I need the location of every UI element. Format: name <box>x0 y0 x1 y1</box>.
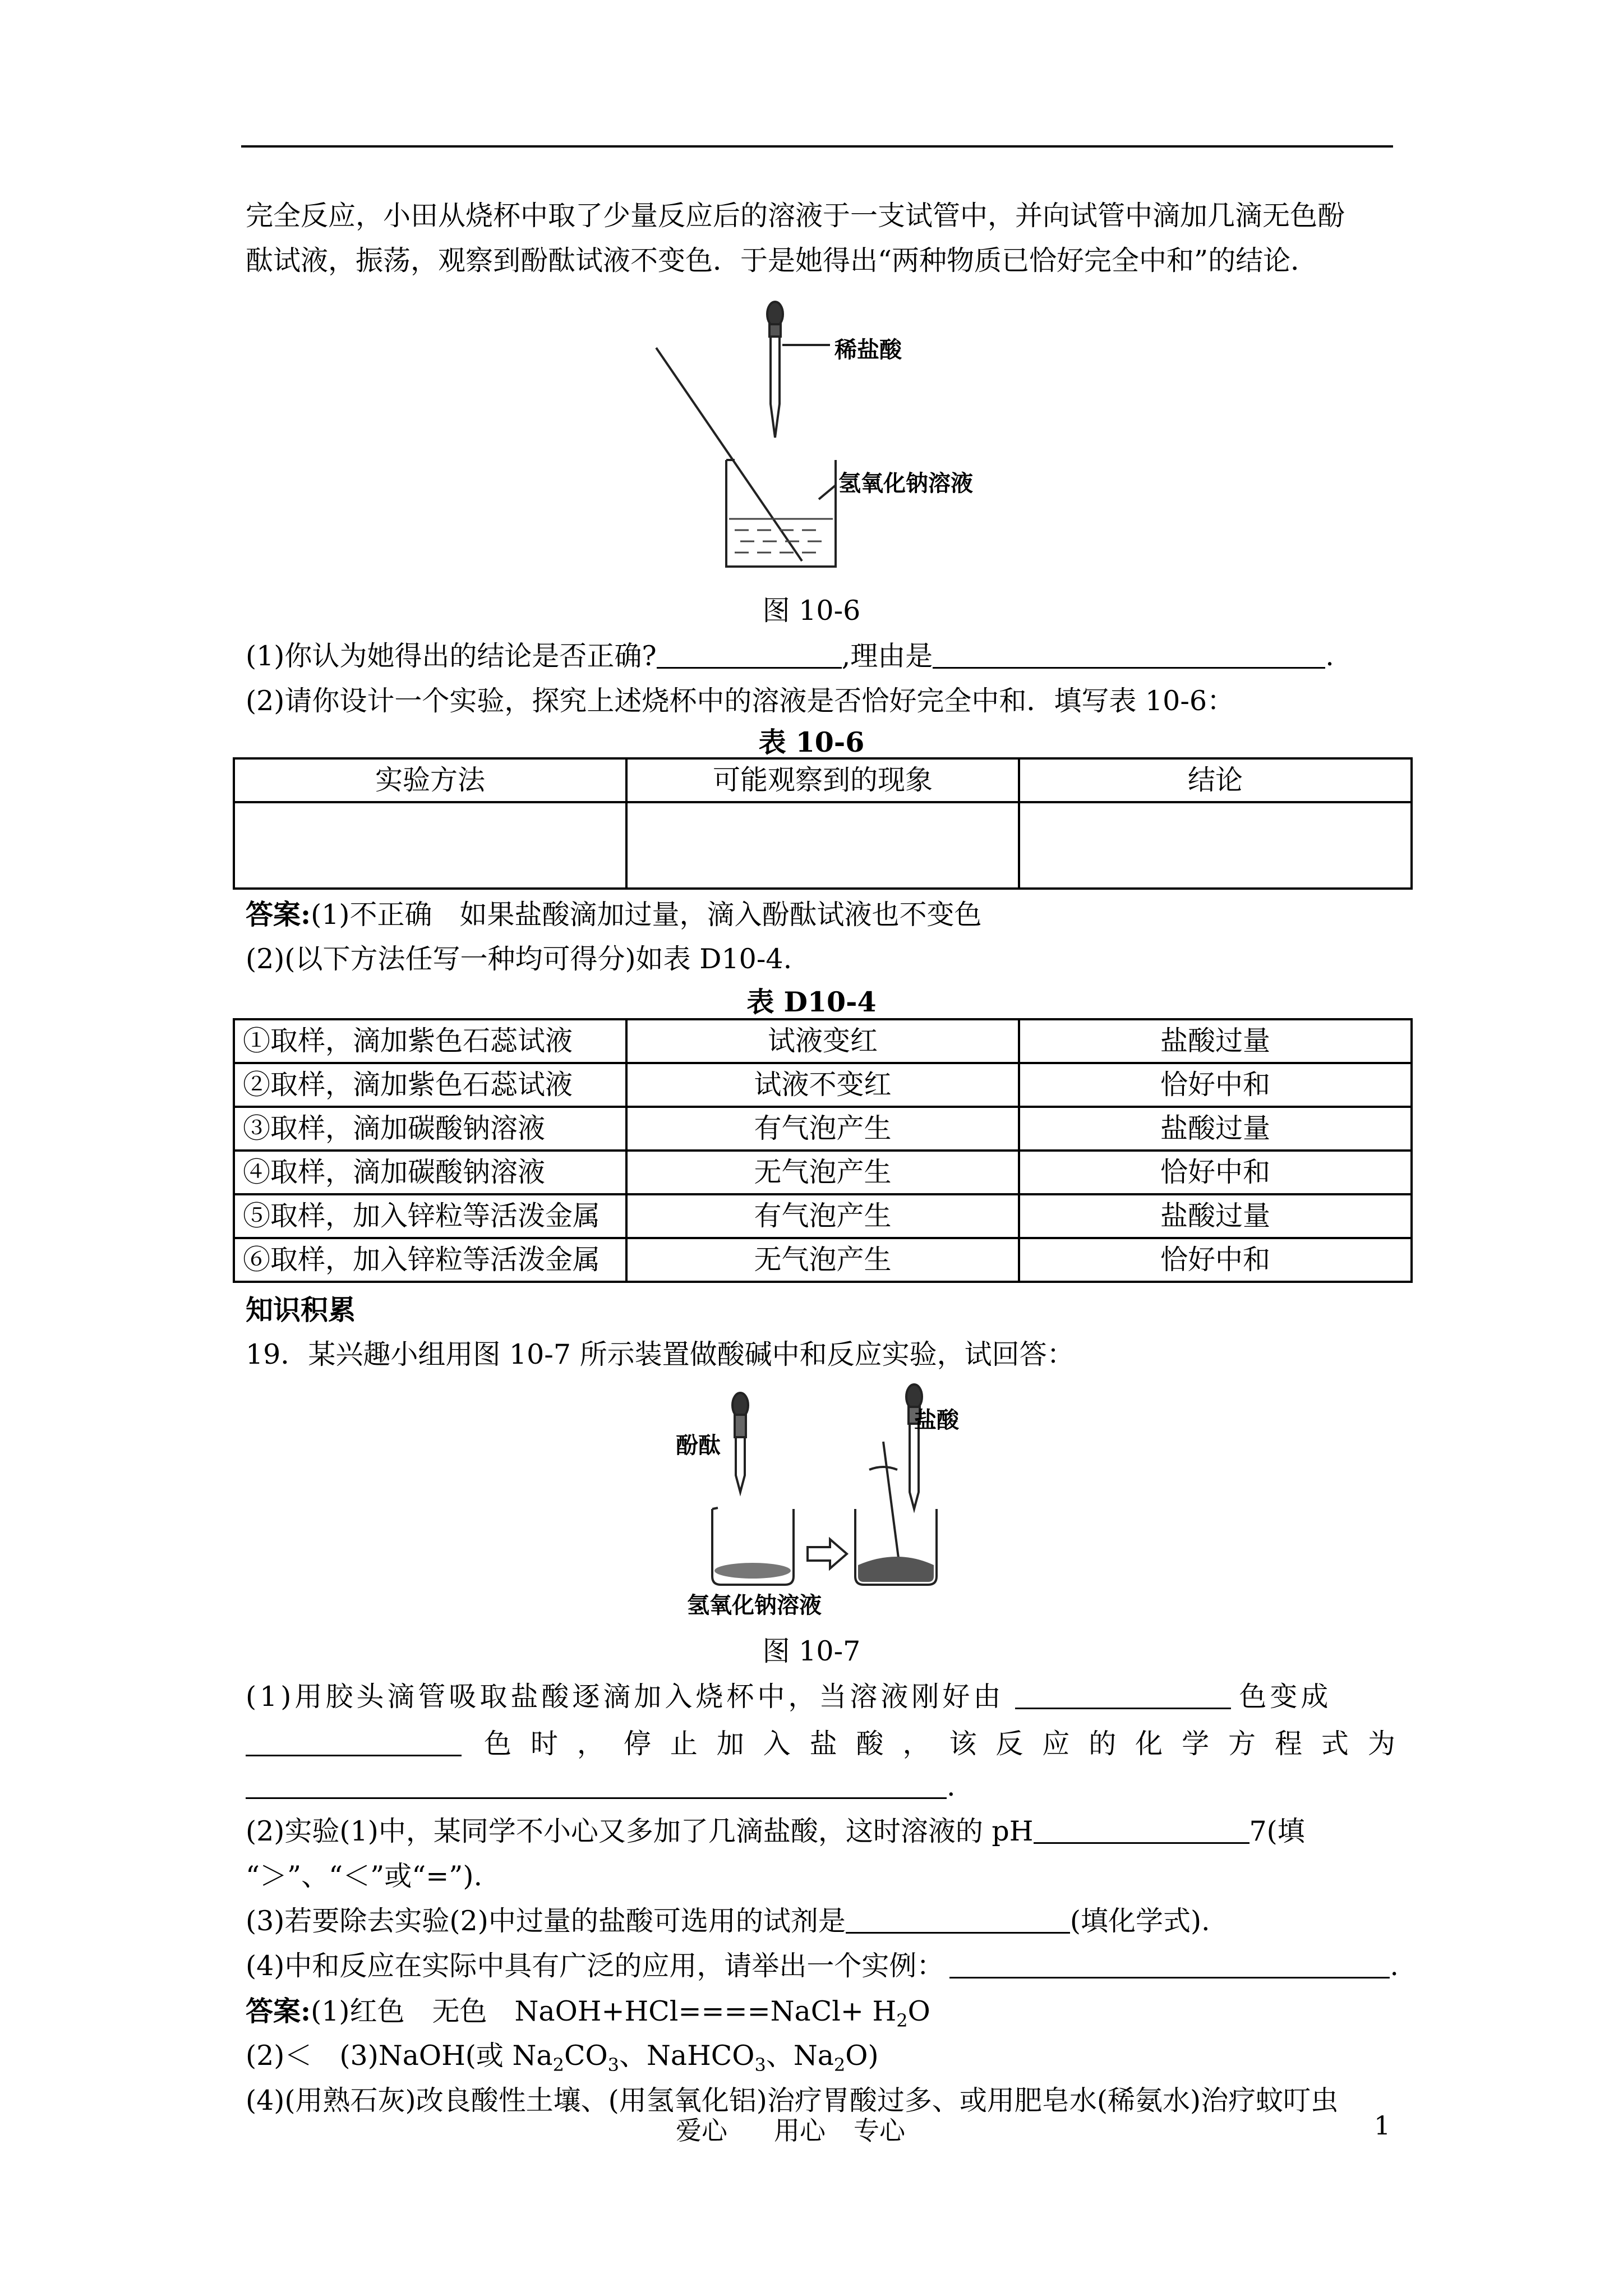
page-number: 1 <box>1374 2110 1391 2141</box>
table2-cell: ②取样，滴加紫色石蕊试液 <box>234 1063 626 1107</box>
q19-1-blank-equation[interactable] <box>246 1770 947 1799</box>
right-beaker-liquid <box>858 1557 934 1582</box>
table-row <box>234 1019 1412 1063</box>
q19-4-part1: (4)中和反应在实际中具有广泛的应用，请举出一个实例： <box>246 1950 944 1982</box>
q19-2-line-2: “＞”、“＜”或“=”). <box>246 1860 483 1892</box>
answer2-line-3: (4)(用熟石灰)改良酸性土壤、(用氢氧化铝)治疗胃酸过多、或用肥皂水(稀氨水)治疗蚊叮虫 <box>246 2085 1339 2116</box>
q19-1-char: 盐 <box>809 1728 837 1760</box>
table2-cell: 试液变红 <box>626 1019 1019 1063</box>
table1-header-conclusion: 结论 <box>1019 758 1412 802</box>
question-2: (2)请你设计一个实验，探究上述烧杯中的溶液是否恰好完全中和．填写表 10-6： <box>246 685 1235 717</box>
answer1-label: 答案: <box>246 898 311 931</box>
table1-header-phenomenon: 可能观察到的现象 <box>626 758 1019 802</box>
table-D10-4 <box>233 1018 1413 1283</box>
q19-1-char: 的 <box>1089 1728 1117 1760</box>
table1-header-method: 实验方法 <box>234 758 626 802</box>
answer2-text-1: (1)红色 无色 NaOH+HCl====NaCl+ H <box>311 1995 897 2027</box>
table1-title: 表 10-6 <box>758 726 865 758</box>
answer2-text-1-end: O <box>907 1995 930 2027</box>
table-row <box>234 1063 1412 1107</box>
table-row <box>234 1151 1412 1194</box>
q19-1-char: 酸 <box>856 1728 884 1760</box>
q1-middle: ,理由是 <box>841 640 933 672</box>
q1-prefix: (1)你认为她得出的结论是否正确? <box>246 640 657 672</box>
table1-header-row <box>234 758 1412 802</box>
q19-1-line-1 <box>246 1674 1395 1719</box>
table2-cell: 盐酸过量 <box>1019 1107 1412 1151</box>
table2-cell: 盐酸过量 <box>1019 1019 1412 1063</box>
q19-1-line-2 <box>246 1719 1395 1764</box>
q19-1-char: 应 <box>1042 1728 1070 1760</box>
q19-1-char: 时 <box>530 1728 558 1760</box>
question-19: 19．某兴趣小组用图 10-7 所示装置做酸碱中和反应实验，试回答： <box>246 1338 1075 1370</box>
q19-3-part2: (填化学式). <box>1069 1905 1210 1937</box>
figure1-caption: 图 10-6 <box>762 595 861 627</box>
q19-1-line-2-text <box>484 1722 1395 1761</box>
liquid-lines <box>729 519 833 553</box>
figure2-label-right: 盐酸 <box>914 1407 959 1433</box>
table2-cell: ①取样，滴加紫色石蕊试液 <box>234 1019 626 1063</box>
q19-2-part1: (2)实验(1)中，某同学不小心又多加了几滴盐酸，这时溶液的 pH <box>246 1815 1034 1847</box>
q19-1-char: 加 <box>716 1728 744 1760</box>
q19-3-blank-reagent[interactable] <box>846 1905 1070 1934</box>
table-row <box>234 1194 1412 1238</box>
q19-3 <box>246 1899 1395 1944</box>
table2-cell: ③取样，滴加碳酸钠溶液 <box>234 1107 626 1151</box>
figure2-label-bottom: 氢氧化钠溶液 <box>687 1593 822 1618</box>
table2-cell: 无气泡产生 <box>626 1151 1019 1194</box>
answer1-line-2: (2)(以下方法任写一种均可得分)如表 D10-4. <box>246 943 792 975</box>
question-1 <box>246 634 1395 679</box>
footer-text-3: 专心 <box>854 2115 905 2146</box>
table2-cell: ⑤取样，加入锌粒等活泼金属 <box>234 1194 626 1238</box>
table2-cell: 有气泡产生 <box>626 1107 1019 1151</box>
answer2-text-2c: 、NaHCO <box>619 2040 755 2072</box>
table2-cell: ⑥取样，加入锌粒等活泼金属 <box>234 1238 626 1282</box>
table2-cell: ④取样，滴加碳酸钠溶液 <box>234 1151 626 1194</box>
q19-1-char: 方 <box>1228 1728 1256 1760</box>
table2-cell: 恰好中和 <box>1019 1238 1412 1282</box>
q19-1-char: 该 <box>949 1728 977 1760</box>
q1-end: . <box>1325 640 1334 672</box>
answer2-text-2b: CO <box>564 2040 608 2072</box>
q19-1-end: . <box>947 1770 956 1802</box>
q19-2-part2: 7(填 <box>1249 1815 1305 1847</box>
table2-cell: 恰好中和 <box>1019 1063 1412 1107</box>
footer-text-2: 用心 <box>774 2115 826 2146</box>
q19-1-char: ， <box>577 1728 605 1760</box>
figure2-caption: 图 10-7 <box>762 1635 861 1667</box>
figure-10-6 <box>651 292 1009 572</box>
figure2-label-left: 酚酞 <box>676 1433 721 1458</box>
figure1-label-solution: 氢氧化钠溶液 <box>838 471 973 496</box>
q19-1-char: 反 <box>995 1728 1023 1760</box>
q19-1-char: 式 <box>1321 1728 1349 1760</box>
footer-text-1: 爱心 <box>676 2115 727 2146</box>
table2-cell: 恰好中和 <box>1019 1151 1412 1194</box>
table2-cell: 试液不变红 <box>626 1063 1019 1107</box>
table2-cell: 无气泡产生 <box>626 1238 1019 1282</box>
left-beaker-liquid <box>714 1563 791 1579</box>
q19-4-blank-example[interactable] <box>949 1950 1390 1978</box>
q19-2-blank-ph[interactable] <box>1034 1815 1249 1844</box>
subscript: 2 <box>552 2054 564 2076</box>
q1-blank-2[interactable] <box>933 640 1325 669</box>
table2-title: 表 D10-4 <box>746 986 877 1018</box>
answer2-label: 答案: <box>246 1995 311 2027</box>
answer1-text-1: (1)不正确 如果盐酸滴加过量，滴入酚酞试液也不变色 <box>311 899 982 931</box>
dropper-tube <box>771 337 780 438</box>
table-row <box>234 1107 1412 1151</box>
table-10-6 <box>233 757 1413 890</box>
intro-line-2: 酞试液，振荡，观察到酚酞试液不变色．于是她得出“两种物质已恰好完全中和”的结论． <box>246 245 1318 277</box>
q19-1-char: 为 <box>1367 1728 1395 1760</box>
q19-2-line-1 <box>246 1809 1395 1854</box>
q19-1-part1: (1)用胶头滴管吸取盐酸逐滴加入烧杯中，当溶液刚好由 <box>246 1681 1004 1713</box>
section-heading: 知识积累 <box>246 1294 356 1326</box>
q19-1-char: 入 <box>763 1728 791 1760</box>
header-rule <box>241 145 1393 148</box>
q19-1-char: 止 <box>670 1728 698 1760</box>
answer1-line-1 <box>246 892 1395 937</box>
q19-1-char: 程 <box>1274 1728 1302 1760</box>
table1-cell-phenomenon[interactable] <box>626 802 1019 889</box>
q19-1-part2: 色变成 <box>1239 1681 1332 1713</box>
table-row <box>234 1238 1412 1282</box>
subscript: 3 <box>607 2054 619 2076</box>
q19-1-blank-color-from[interactable] <box>1015 1681 1231 1709</box>
subscript: 2 <box>896 2009 908 2031</box>
dropper-bulb <box>767 302 783 326</box>
table2-cell: 盐酸过量 <box>1019 1194 1412 1238</box>
subscript: 2 <box>833 2054 846 2076</box>
table1-cell-conclusion[interactable] <box>1019 802 1412 889</box>
q19-4-end: . <box>1390 1950 1399 1982</box>
table2-cell: 有气泡产生 <box>626 1194 1019 1238</box>
answer2-text-2e: O) <box>845 2040 879 2072</box>
q19-1-char: 停 <box>623 1728 651 1760</box>
table1-empty-row <box>234 802 1412 889</box>
subscript: 3 <box>754 2054 766 2076</box>
q19-1-char: 学 <box>1182 1728 1210 1760</box>
q19-1-char: 色 <box>484 1728 512 1760</box>
intro-line-1: 完全反应，小田从烧杯中取了少量反应后的溶液于一支试管中，并向试管中滴加几滴无色酚 <box>246 200 1345 232</box>
q19-4 <box>246 1944 1399 1989</box>
answer2-text-2a: (2)＜ (3)NaOH(或 Na <box>246 2040 553 2072</box>
q19-1-line-3 <box>246 1764 1395 1809</box>
figure1-label-dropper: 稀盐酸 <box>834 337 902 363</box>
q19-1-blank-color-to[interactable] <box>246 1728 462 1756</box>
answer2-text-2d: 、Na <box>766 2040 834 2072</box>
q19-1-char: 化 <box>1135 1728 1163 1760</box>
q19-3-part1: (3)若要除去实验(2)中过量的盐酸可选用的试剂是 <box>246 1905 846 1937</box>
q1-blank-1[interactable] <box>657 640 842 669</box>
q19-1-char: ， <box>902 1728 930 1760</box>
table1-cell-method[interactable] <box>234 802 626 889</box>
